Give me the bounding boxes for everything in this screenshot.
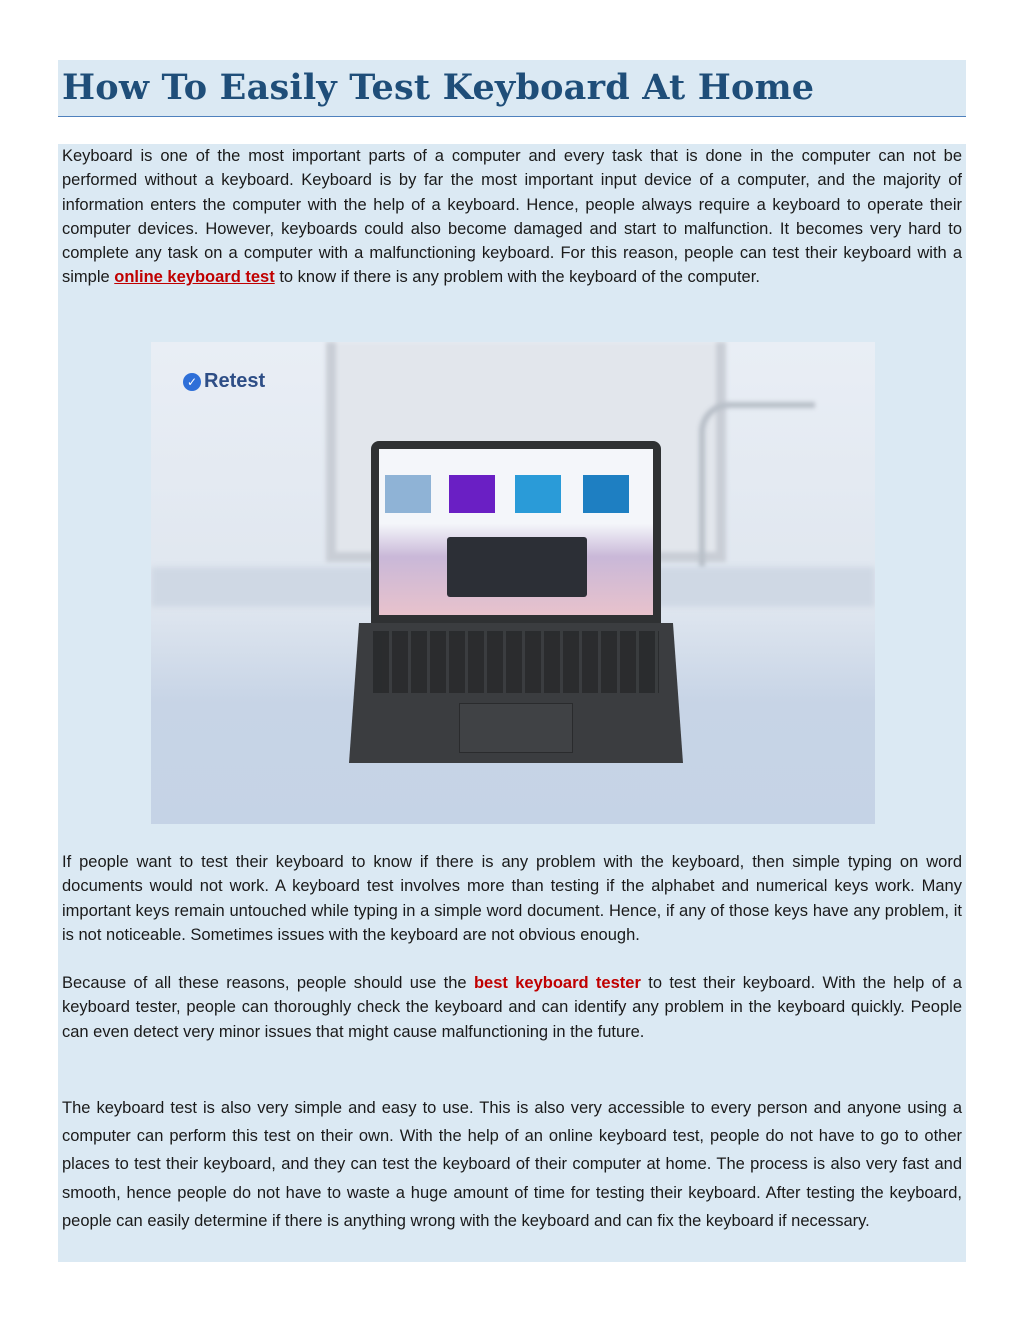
screen-card-microphone xyxy=(449,475,495,513)
intro-text-before: Keyboard is one of the most important parts of a computer and every task that is done in the computer can not be performed without a keyboard. Keyboard is by far the most important input device of a computer, and the majority of information enters the computer with the help of a keyboard. Hence, people always require a keyboard to operate their computer devices. However, keyboards could also become damaged and start to malfunction. It becomes very hard to complete any task on a computer with a malfunctioning keyboard. For this reason, people can test their keyboard with a simple xyxy=(62,147,962,287)
paragraph-keyboard-test: If people want to test their keyboard to know if there is any problem with the keyboard, then simple typing on word documents would not work. A keyboard test involves more than testing if the alphabet and numerical keys work. Many important keys remain untouched while typing in a simple word document. Hence, if any of those keys have any problem, it is not noticeable. Sometimes issues with the keyboard are not obvious enough. xyxy=(62,853,962,944)
body-block xyxy=(58,828,966,1082)
check-circle-icon: ✓ xyxy=(183,373,201,391)
best-keyboard-tester-highlight: best keyboard tester xyxy=(473,974,641,993)
intro-paragraph xyxy=(58,144,966,290)
screen-card-battery xyxy=(515,475,561,513)
title-box xyxy=(58,60,966,117)
intro-block xyxy=(58,144,966,318)
logo-text: Retest xyxy=(204,370,266,392)
page-title: How To Easily Test Keyboard At Home xyxy=(62,67,815,108)
screen-keyboard-graphic xyxy=(447,537,587,597)
retest-logo xyxy=(183,370,265,393)
intro-text-after: to know if there is any problem with the keyboard of the computer. xyxy=(274,268,760,287)
screen-card-camera xyxy=(385,475,431,513)
laptop-illustration xyxy=(151,342,875,824)
laptop-keyboard xyxy=(373,631,659,693)
closing-block xyxy=(58,1082,966,1262)
tester-text-after: to test their keyboard. With the help of a keyboard tester, people can thoroughly check the keyboard and can identify any problem in the keyboard quickly. People can even detect very minor issues that might cause malfunctioning in the future. xyxy=(62,974,962,1041)
tester-text-before: Because of all these reasons, people should use the xyxy=(62,974,474,993)
online-keyboard-test-link[interactable]: online keyboard test xyxy=(114,268,275,287)
document-page xyxy=(58,60,966,1230)
laptop-base xyxy=(349,623,683,763)
paragraph-easy-to-use: The keyboard test is also very simple and easy to use. This is also very accessible to every person and anyone using a computer can perform this test on their own. With the help of an online keyboard test, people do not have to go to other places to test their keyboard, and they can test the keyboard of their computer at home. The process is also very fast and smooth, hence people do not have to waste a huge amount of time for testing their keyboard. After testing the keyboard, people can easily determine if there is anything wrong with the keyboard and can fix the keyboard if necessary. xyxy=(62,1099,962,1230)
laptop-display xyxy=(379,449,653,615)
paragraph-keyboard-tester xyxy=(58,971,966,1044)
screen-card-webcam xyxy=(583,475,629,513)
figure-block xyxy=(58,318,966,828)
laptop-touchpad xyxy=(459,703,573,753)
laptop-screen xyxy=(371,441,661,623)
background-lamp xyxy=(699,402,815,568)
